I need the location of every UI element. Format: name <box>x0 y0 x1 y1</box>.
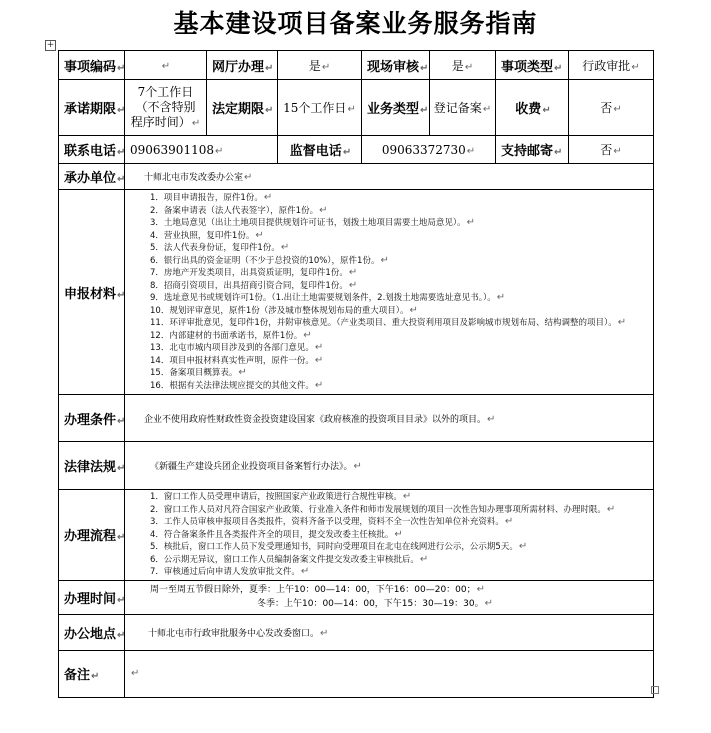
handling-unit-label: 承办单位↵ <box>59 164 125 190</box>
list-item: 3．工作人员审核申报项目各类报件，资料齐备予以受理，资料不全一次性告知单位补充资料。↵ <box>150 516 514 527</box>
row-materials <box>59 190 654 395</box>
online-handling-label: 网厅办理↵ <box>207 51 278 80</box>
contact-phone-label: 联系电话↵ <box>59 136 125 164</box>
list-item: 15．备案项目概算表。↵ <box>150 367 247 378</box>
list-item: 14．项目申报材料真实性声明，原件一份。↵ <box>150 354 324 366</box>
list-item: 2．备案申请表（法人代表签字），原件1份。↵ <box>150 204 328 216</box>
materials-list <box>125 190 654 395</box>
legal-period-value: 15个工作日↵ <box>278 80 362 136</box>
row-remark <box>59 650 654 697</box>
list-item: 6．公示期无异议，窗口工作人员编制备案文件提交发改委主审核批后。↵ <box>150 553 429 565</box>
list-item: 7．房地产开发类项目，出具资质证明，复印件1份。↵ <box>150 267 358 278</box>
row-deadlines <box>59 80 654 136</box>
list-item: 10．规划评审意见，原件1份（涉及城市整体规划布局的重大项目）。↵ <box>150 304 418 316</box>
law-label: 法律法规↵ <box>59 442 125 490</box>
legal-period-label: 法定期限↵ <box>207 80 278 136</box>
table-move-handle-icon[interactable]: + <box>46 40 55 50</box>
list-item: 4．符合备案条件且各类报件齐全的项目，提交发改委主任核批。↵ <box>150 528 403 540</box>
list-item: 16．根据有关法律法规应提交的其他文件。↵ <box>150 379 324 391</box>
contact-phone-value: 09063901108↵ <box>125 136 278 164</box>
onsite-review-label: 现场审核↵ <box>362 51 430 80</box>
list-item: 1．窗口工作人员受理申请后，按照国家产业政策进行合规性审核。↵ <box>150 491 412 502</box>
list-item: 13．北屯市城内项目涉及到的各部门意见。↵ <box>150 342 324 353</box>
item-type-label: 事项类型↵ <box>496 51 569 80</box>
materials-label: 申报材料↵ <box>59 190 125 395</box>
row-contacts <box>59 136 654 164</box>
list-item: 4．营业执照，复印件1份。↵ <box>150 229 264 241</box>
list-item: 9．选址意见书或规划许可1份。（1.出让土地需要规划条件，2.划拨土地需要选址意见书。）。↵ <box>150 292 506 303</box>
supervision-phone-label: 监督电话↵ <box>278 136 362 164</box>
business-type-value: 登记备案↵ <box>430 80 496 136</box>
row-unit <box>59 164 654 190</box>
hours-label: 办理时间↵ <box>59 580 125 614</box>
list-item: 6．银行出具的资金证明（不少于总投资的10%），原件1份。↵ <box>150 254 389 266</box>
row-conditions <box>59 395 654 442</box>
row-law <box>59 442 654 490</box>
handling-unit-value: 十师北屯市发改委办公室↵ <box>125 164 654 190</box>
list-item: 7．审核通过后向申请人发放审批文件。↵ <box>150 566 310 577</box>
list-item: 5．核批后，窗口工作人员下发受理通知书，同时向受理项目在北屯在线网进行公示，公示期5天。↵ <box>150 541 528 552</box>
location-label: 办公地点↵ <box>59 614 125 650</box>
item-type-value: 行政审批↵ <box>569 51 654 80</box>
page-title: 基本建设项目备案业务服务指南 <box>173 9 538 38</box>
item-code-value: ↵ <box>125 51 207 80</box>
online-handling-value: 是↵ <box>278 51 362 80</box>
promise-period-label: 承诺期限↵ <box>59 80 125 136</box>
law-value: 《新疆生产建设兵团企业投资项目备案暂行办法》。↵ <box>125 442 654 490</box>
conditions-value: 企业不使用政府性财政性资金投资建设国家《政府核准的投资项目目录》以外的项目。↵ <box>125 395 654 442</box>
location-value: 十师北屯市行政审批服务中心发改委窗口。↵ <box>125 614 654 650</box>
conditions-label: 办理条件↵ <box>59 395 125 442</box>
row-location <box>59 614 654 650</box>
row-basic-info <box>59 51 654 80</box>
service-guide-table <box>58 50 654 698</box>
item-code-label: 事项编码↵ <box>59 51 125 80</box>
list-item: 5．法人代表身份证，复印件1份。↵ <box>150 242 290 253</box>
list-item: 3．土地局意见（出让土地项目提供规划许可证书，划拨土地项目需要土地局意见）。↵ <box>150 217 476 228</box>
remark-label: 备注↵ <box>59 650 125 697</box>
row-process <box>59 490 654 581</box>
table-resize-handle-icon[interactable] <box>651 686 659 694</box>
process-list <box>125 490 654 581</box>
mail-support-value: 否↵ <box>569 136 654 164</box>
onsite-review-value: 是↵ <box>430 51 496 80</box>
promise-period-value: 7个工作日 （不含特别 程序时间）↵ <box>125 80 207 136</box>
supervision-phone-value: 09063372730↵ <box>362 136 496 164</box>
row-hours <box>59 580 654 614</box>
business-type-label: 业务类型↵ <box>362 80 430 136</box>
list-item: 2．窗口工作人员对凡符合国家产业政策、行业准入条件和师市发展规划的项目一次性告知办理事项所需材料、办理时限。↵ <box>150 503 616 515</box>
hours-value: 周一至周五节假日除外，夏季：上午10：00—14：00，下午16：00—20：00；↵ 冬季：上午10：00—14：00，下午15：30—19：30。↵ <box>125 580 654 614</box>
mail-support-label: 支持邮寄↵ <box>496 136 569 164</box>
fee-label: 收费↵ <box>496 80 569 136</box>
list-item: 8．招商引资项目，出具招商引资合同，复印件1份。↵ <box>150 279 358 291</box>
list-item: 11．环评审批意见，复印件1份，并附审核意见。（产业类项目、重大投资利用项目及影响城市规划布局、结构调整的项目）。↵ <box>150 317 627 328</box>
list-item: 1．项目申请报告，原件1份。↵ <box>150 192 273 203</box>
list-item: 12．内部建材的书面承诺书，原件1份。↵ <box>150 329 312 341</box>
fee-value: 否↵ <box>569 80 654 136</box>
process-label: 办理流程↵ <box>59 490 125 581</box>
remark-value[interactable]: ↵ <box>125 650 654 697</box>
